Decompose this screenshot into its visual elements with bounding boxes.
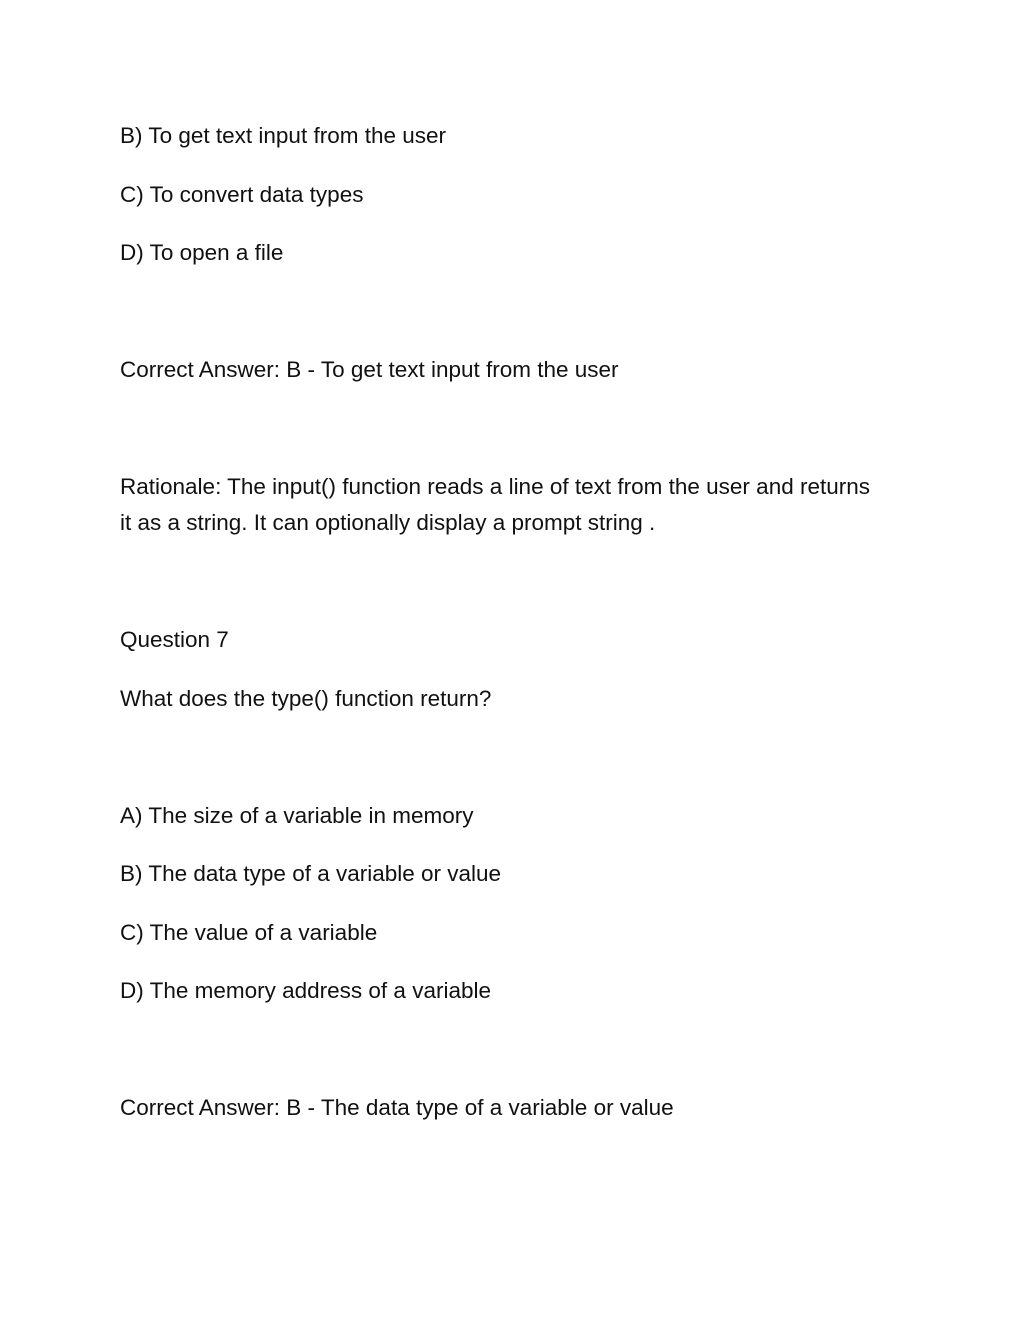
q6-option-b: B) To get text input from the user <box>120 123 446 148</box>
q7-heading: Question 7 <box>120 627 229 652</box>
q6-correct-answer: Correct Answer: B - To get text input from the user <box>120 357 619 382</box>
q6-option-d: D) To open a file <box>120 240 284 265</box>
q7-prompt: What does the type() function return? <box>120 686 492 711</box>
q6-rationale: Rationale: The input() function reads a line of text from the user and returns it as a string. It can optionally display a prompt string . <box>120 474 870 535</box>
q7-option-c: C) The value of a variable <box>120 920 378 945</box>
q7-option-b: B) The data type of a variable or value <box>120 861 502 886</box>
q7-correct-answer: Correct Answer: B - The data type of a variable or value <box>120 1095 674 1120</box>
q7-option-d: D) The memory address of a variable <box>120 978 491 1003</box>
q7-option-a: A) The size of a variable in memory <box>120 803 474 828</box>
q6-option-c: C) To convert data types <box>120 182 364 207</box>
